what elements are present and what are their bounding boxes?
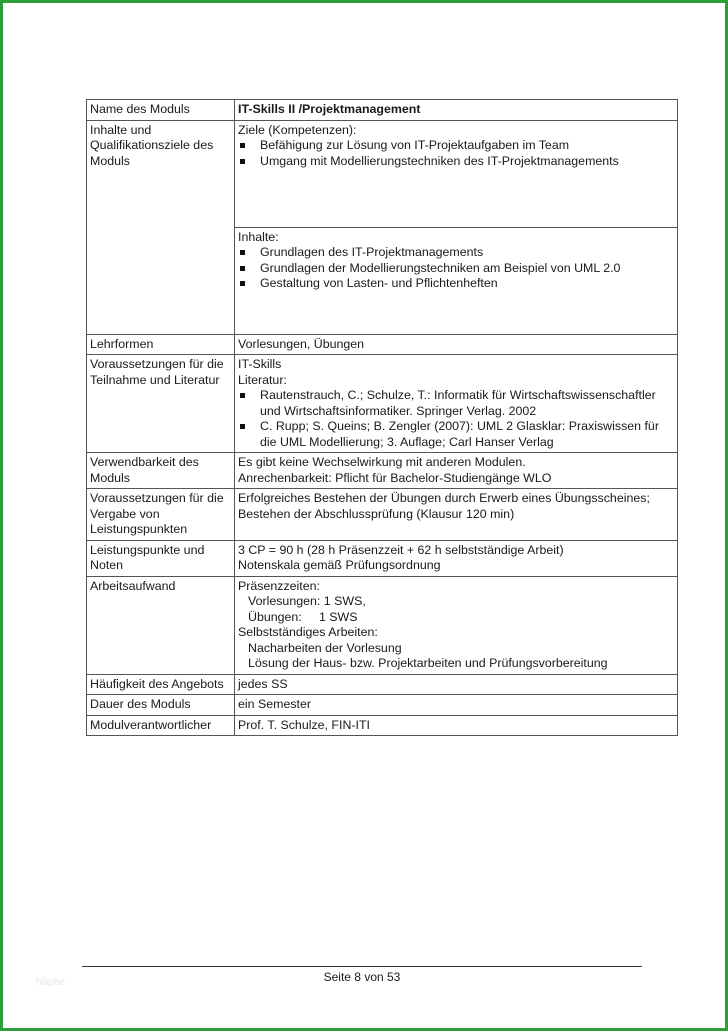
list-item: Gestaltung von Lasten- und Pflichtenheften (238, 276, 673, 292)
cell-ziele (235, 120, 678, 227)
footer-divider (82, 966, 642, 967)
label-modulname: Name des Moduls (87, 100, 235, 121)
vorlesungen-line: Vorlesungen: 1 SWS, (248, 594, 366, 608)
list-item: Grundlagen der Modellierungstechniken am Beispiel von UML 2.0 (238, 261, 673, 277)
value-dauer: ein Semester (235, 695, 678, 716)
list-item: Grundlagen des IT-Projektmanagements (238, 245, 673, 261)
uebungen-line: Übungen: 1 SWS (248, 609, 358, 624)
label-voraussetzungen: Voraussetzungen für die Teilnahme und Literatur (87, 355, 235, 453)
page-number: Seite 8 von 53 (323, 970, 401, 984)
row-inhalte (87, 120, 678, 227)
list-item: Rautenstrauch, C.; Schulze, T.: Informatik für Wirtschaftswissenschaftler und Wirtschaftsinformatiker. Springer Verlag. 2002 (238, 388, 673, 419)
module-description-table (86, 99, 678, 736)
praesenz-heading: Präsenzzeiten: (238, 578, 320, 593)
cell-arbeitsaufwand (235, 576, 678, 674)
cp-line: 3 CP = 90 h (28 h Präsenzzeit + 62 h selbstständige Arbeit) (238, 542, 564, 557)
inhalte-heading: Inhalte: (238, 229, 279, 244)
ziele-list (238, 138, 673, 169)
list-item: Umgang mit Modellierungstechniken des IT-Projektmanagements (238, 154, 673, 170)
label-arbeitsaufwand: Arbeitsaufwand (87, 576, 235, 674)
ziele-heading: Ziele (Kompetenzen): (238, 122, 357, 137)
loesung-line: Lösung der Haus- bzw. Projektarbeiten und Prüfungsvorbereitung (248, 656, 608, 670)
selbst-heading: Selbstständiges Arbeiten: (238, 625, 378, 639)
literatur-list (238, 388, 673, 450)
list-item: C. Rupp; S. Queins; B. Zengler (2007): UML 2 Glasklar: Praxiswissen für die UML Modellierung; 3. Auflage; Carl Hanser Verlag (238, 419, 673, 450)
row-modulname (87, 100, 678, 121)
watermark-text: hilipbe (36, 977, 65, 988)
row-verwendbarkeit (87, 453, 678, 489)
nacharbeiten-line: Nacharbeiten der Vorlesung (248, 640, 402, 655)
label-haeufigkeit: Häufigkeit des Angebots (87, 674, 235, 695)
row-haeufigkeit (87, 674, 678, 695)
label-verwendbarkeit: Verwendbarkeit des Moduls (87, 453, 235, 489)
anrechenbarkeit-line: Anrechenbarkeit: Pflicht für Bachelor-Studiengänge WLO (238, 470, 552, 485)
label-dauer: Dauer des Moduls (87, 695, 235, 716)
label-inhalte: Inhalte und Qualifikationsziele des Moduls (87, 120, 235, 334)
cell-voraussetzungen (235, 355, 678, 453)
cell-leistungspunkte (235, 540, 678, 576)
list-item: Befähigung zur Lösung von IT-Projektaufgaben im Team (238, 138, 673, 154)
label-leistungspunkte: Leistungspunkte und Noten (87, 540, 235, 576)
label-verantwortlich: Modulverantwortlicher (87, 715, 235, 736)
cell-verwendbarkeit (235, 453, 678, 489)
row-verantwortlich (87, 715, 678, 736)
voraussetzung-line: IT-Skills (238, 357, 282, 371)
literatur-heading: Literatur: (238, 372, 287, 387)
row-lehrformen (87, 334, 678, 355)
inhalte-list (238, 245, 673, 292)
value-haeufigkeit: jedes SS (235, 674, 678, 695)
row-vergabe (87, 489, 678, 541)
row-voraussetzungen (87, 355, 678, 453)
value-verantwortlich: Prof. T. Schulze, FIN-ITI (235, 715, 678, 736)
value-modulname: IT-Skills II /Projektmanagement (235, 100, 678, 121)
value-lehrformen: Vorlesungen, Übungen (235, 334, 678, 355)
value-vergabe: Erfolgreiches Bestehen der Übungen durch Erwerb eines Übungsscheines; Bestehen der Abschlussprüfung (Klausur 120 min) (235, 489, 678, 541)
row-leistungspunkte (87, 540, 678, 576)
notenskala-line: Notenskala gemäß Prüfungsordnung (238, 558, 441, 572)
label-vergabe: Voraussetzungen für die Vergabe von Leistungspunkten (87, 489, 235, 541)
label-lehrformen: Lehrformen (87, 334, 235, 355)
row-dauer (87, 695, 678, 716)
verwendbarkeit-line: Es gibt keine Wechselwirkung mit anderen Modulen. (238, 455, 526, 469)
cell-inhalte (235, 227, 678, 334)
row-arbeitsaufwand (87, 576, 678, 674)
